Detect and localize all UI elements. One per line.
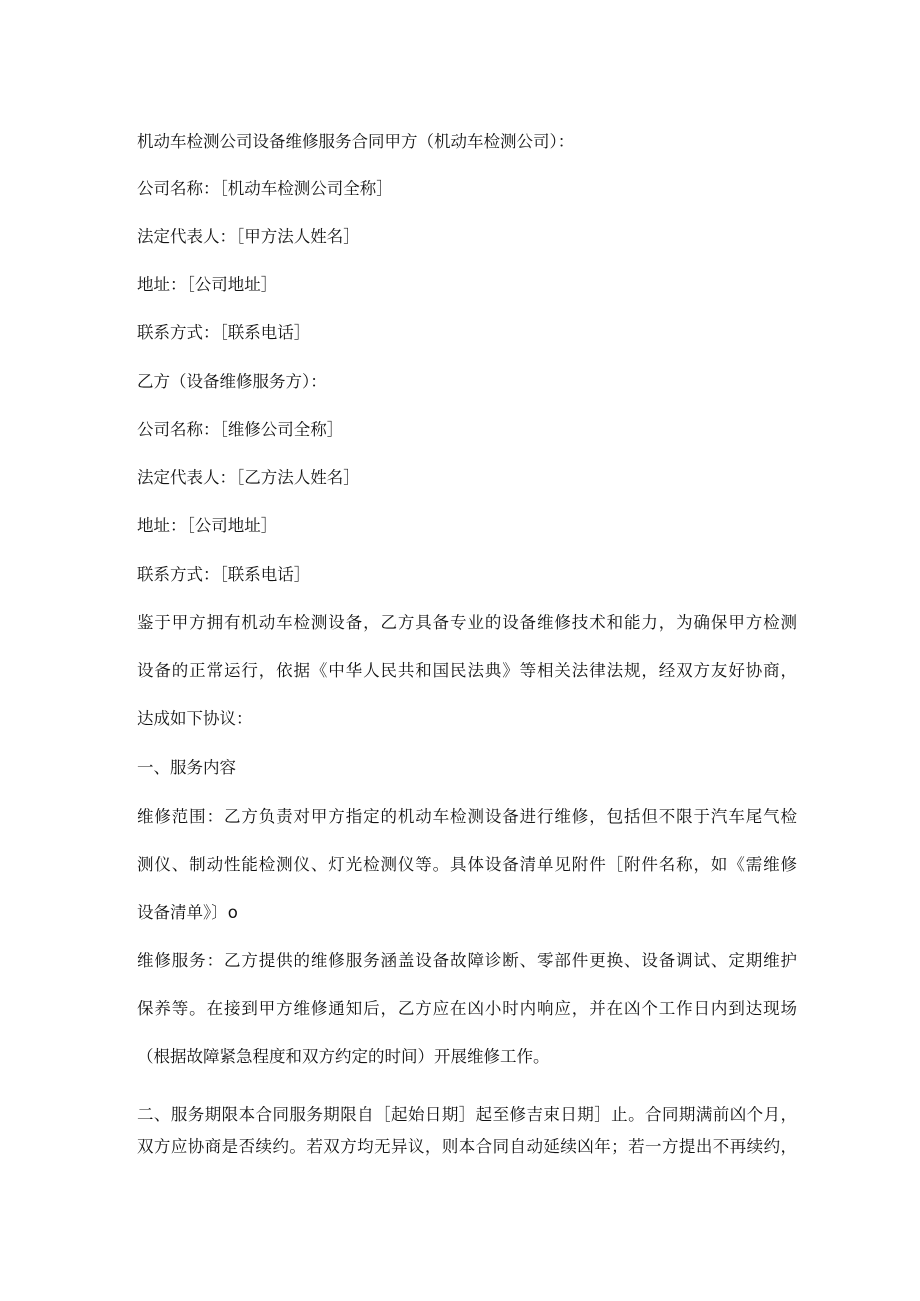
- maintenance-service-line-2: 保养等。在接到甲方维修通知后，乙方应在凶小时内响应，并在凶个工作日内到达现场: [137, 999, 797, 1018]
- maintenance-service-line-1: 维修服务：乙方提供的维修服务涵盖设备故障诊断、零部件更换、设备调试、定期维护: [137, 951, 797, 970]
- maintenance-service-line-3: （根据故障紧急程度和双方约定的时间）开展维修工作。: [137, 1047, 550, 1066]
- party-a-address: 地址：［公司地址］: [137, 275, 278, 294]
- maintenance-scope-line-2: 测仪、制动性能检测仪、灯光检测仪等。具体设备清单见附件［附件名称，如《需维修: [137, 855, 797, 874]
- party-a-contact: 联系方式：［联系电话］: [137, 323, 311, 342]
- preamble-line-1: 鉴于甲方拥有机动车检测设备，乙方具备专业的设备维修技术和能力，为确保甲方检测: [137, 613, 797, 632]
- preamble-line-3: 达成如下协议：: [137, 709, 253, 728]
- section-2-line-2: 双方应协商是否续约。若双方均无异议，则本合同自动延续凶年；若一方提出不再续约，: [137, 1137, 797, 1156]
- section-2-line-1: 二、服务期限本合同服务期限自［起始日期］起至修吉束日期］止。合同期满前凶个月，: [137, 1105, 797, 1124]
- section-1-heading: 一、服务内容: [137, 758, 236, 777]
- party-b-legal-rep: 法定代表人：［乙方法人姓名］: [137, 468, 360, 487]
- party-a-legal-rep: 法定代表人：［甲方法人姓名］: [137, 227, 360, 246]
- party-a-company-name: 公司名称：［机动车检测公司全称］: [137, 179, 393, 198]
- maintenance-scope-line-1: 维修范围：乙方负责对甲方指定的机动车检测设备进行维修，包括但不限于汽车尾气检: [137, 807, 797, 826]
- party-b-heading: 乙方（设备维修服务方）：: [137, 372, 327, 391]
- party-b-contact: 联系方式：［联系电话］: [137, 565, 311, 584]
- party-b-company-name: 公司名称：［维修公司全称］: [137, 420, 344, 439]
- party-b-address: 地址：［公司地址］: [137, 516, 278, 535]
- contract-title-line: 机动车检测公司设备维修服务合同甲方（机动车检测公司）：: [137, 132, 575, 151]
- maintenance-scope-line-3: 设备清单》〕o: [137, 903, 238, 922]
- preamble-line-2: 设备的正常运行，依据《中华人民共和国民法典》等相关法律法规，经双方友好协商，: [137, 661, 797, 680]
